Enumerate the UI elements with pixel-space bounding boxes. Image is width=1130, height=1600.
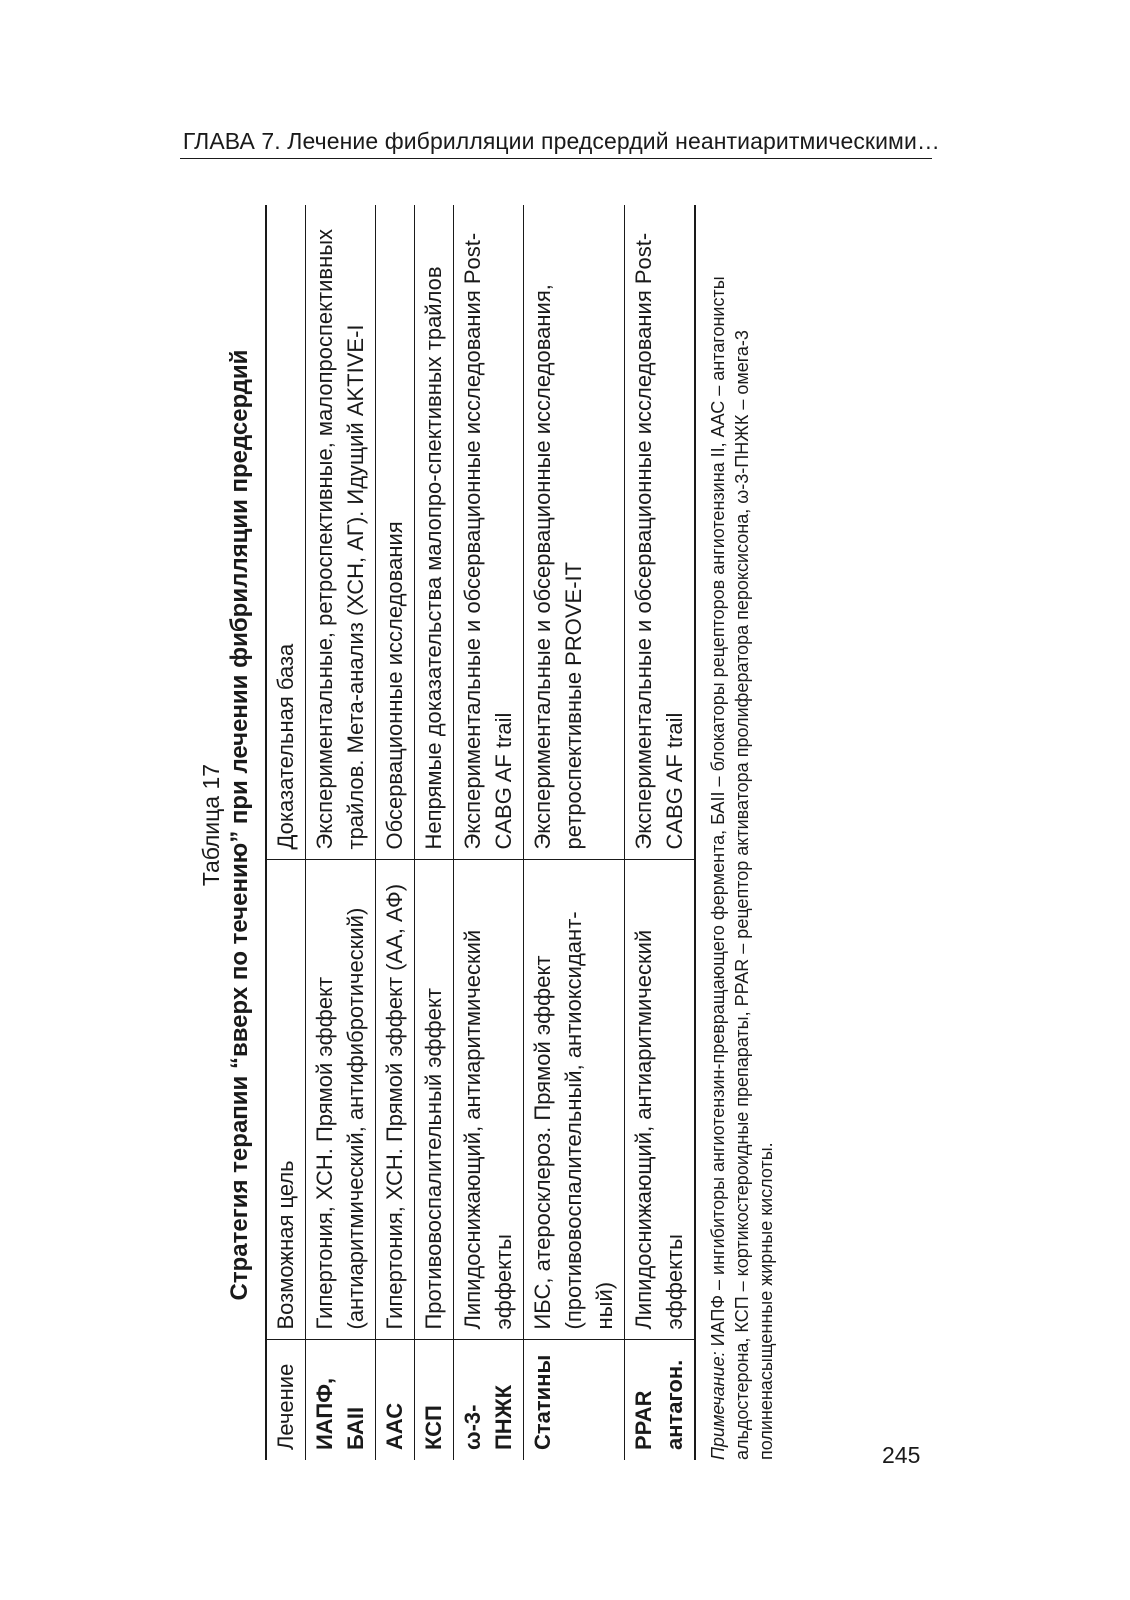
- footnote-label: Примечание:: [708, 1351, 728, 1460]
- table-number: Таблица 17: [198, 763, 224, 887]
- row-treatment: ААС: [376, 1340, 415, 1460]
- therapy-table: [265, 205, 696, 1460]
- table-title: Стратегия терапии “вверх по течению” при лечении фибрилляции предсердий: [226, 349, 253, 1301]
- row-treatment: ω-3-ПНЖК: [454, 1340, 524, 1460]
- row-evidence: Экспериментальные и обсервационные исследования Post-CABG AF trail: [625, 205, 696, 860]
- row-goal: Противовоспалительный эффект: [415, 860, 454, 1340]
- table-row: [454, 205, 524, 1460]
- row-treatment: Статины: [524, 1340, 625, 1460]
- row-evidence: Экспериментальные, ретроспективные, малопроспективных трайлов. Мета-анализ (ХСН, АГ). Идущий AKTIVE-I: [306, 205, 376, 860]
- table-header-row: [266, 205, 306, 1460]
- row-treatment: КСП: [415, 1340, 454, 1460]
- rotated-table-block: [195, 190, 925, 1460]
- row-evidence: Экспериментальные и обсервационные исследования Post-CABG AF trail: [454, 205, 524, 860]
- row-goal: Гипертония, ХСН. Прямой эффект (антиаритмический, антифибротический): [306, 860, 376, 1340]
- table-row: [625, 205, 696, 1460]
- row-treatment: PPAR антагон.: [625, 1340, 696, 1460]
- table-row: [306, 205, 376, 1460]
- table-row: [376, 205, 415, 1460]
- footnote-text: ИАПФ – ингибиторы ангиотензин-превращающего фермента, БАII – блокаторы рецепторов ангиотензина II, ААС – антагонисты альдостерона, КСП – кортикостероидные препараты, PPAR – рецептор активатора пролифератора пероксисона, ω-3-ПНЖК – омега-3 полиненасыщенные жирные кислоты.: [708, 276, 776, 1460]
- row-goal: Липидоснижающий, антиаритмический эффекты: [454, 860, 524, 1340]
- row-goal: Липидоснижающий, антиаритмический эффекты: [625, 860, 696, 1340]
- table-footnote: [706, 205, 778, 1460]
- page-number: 245: [882, 1442, 921, 1468]
- header-evidence: Доказательная база: [266, 205, 306, 860]
- table-row: [415, 205, 454, 1460]
- header-rule: [180, 158, 932, 159]
- row-evidence: Непрямые доказательства малопро-спективных трайлов: [415, 205, 454, 860]
- row-evidence: Экспериментальные и обсервационные исследования, ретроспективные PROVE-IT: [524, 205, 625, 860]
- table-row: [524, 205, 625, 1460]
- running-header: ГЛАВА 7. Лечение фибрилляции предсердий неантиаритмическими…: [182, 128, 940, 154]
- header-treatment: Лечение: [266, 1340, 306, 1460]
- header-goal: Возможная цель: [266, 860, 306, 1340]
- row-evidence: Обсервационные исследования: [376, 205, 415, 860]
- row-goal: ИБС, атеросклероз. Прямой эффект (противовоспалительный, антиоксидант-ный): [524, 860, 625, 1340]
- row-treatment: ИАПФ, БАII: [306, 1340, 376, 1460]
- row-goal: Гипертония, ХСН. Прямой эффект (АА, АФ): [376, 860, 415, 1340]
